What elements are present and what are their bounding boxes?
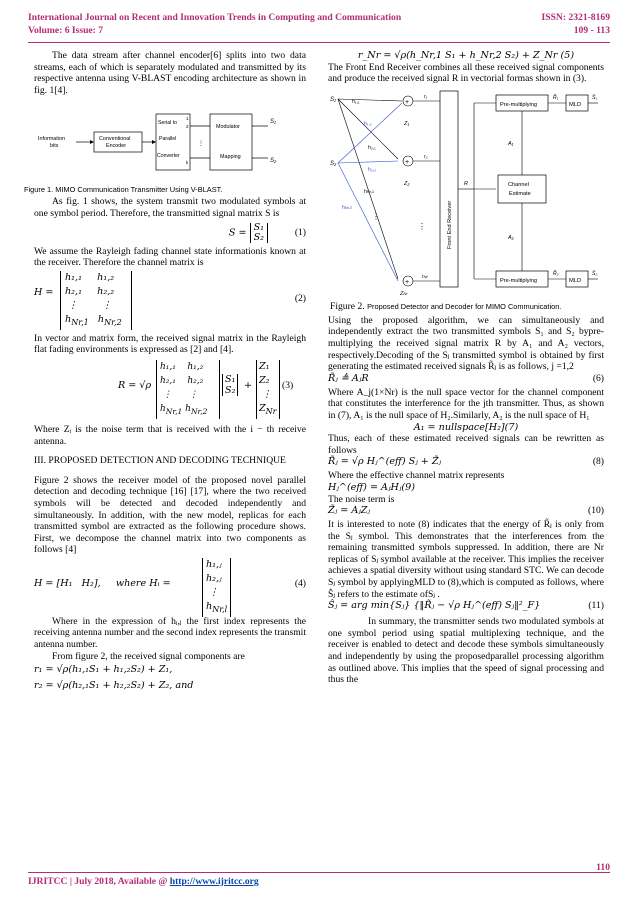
right-column	[328, 50, 604, 686]
paragraph: As fig. 1 shows, the system transmit two modulated symbols at one symbol period. Therefore, the transmitted signal matrix S is	[34, 196, 306, 219]
paragraph: Figure 2 shows the receiver model of the proposed novel parallel detection and decoding technique [16] [17], where the two received symbols will be detected and decoded independently and simultaneously. In addition, with the new model, replicas for each transmitted symbol are extracted as the following procedure shows. First, we decompose the channel matrix into two components as follows [4]	[34, 474, 306, 556]
paragraph: The data stream after channel encoder[6] splits into two data streams, each of which is separately modulated and transmitted by its respective antenna using V-BLAST encoding architecture as shown in fig. 1[4].	[34, 50, 306, 96]
equation-r1: r₁ = √ρ(h₁,₁S₁ + h₁,₂S₂) + Z₁,	[34, 664, 173, 676]
page-range: 109 - 113	[573, 25, 610, 36]
s2-out: S₂	[270, 158, 277, 165]
left-column	[24, 50, 306, 691]
paragraph: It is interested to note (8) indicates that the energy of R̃ⱼ is only from the Sⱼ symbol. This demonstrates that the interferences from the remaining transmitted symbols suppressed. In addition, there are Nr replicas of Sⱼ symbol available at the receiver. This implies the receiver achieves a spatial diversity without using standard STC. We can decode Sⱼ symbol by applyingMLD to (8),which is computed as follows, where Ŝⱼ refers to the estimate ofSⱼ .	[328, 519, 604, 600]
equation-5: r_Nr = √ρ(h_Nr,1 S₁ + h_Nr,2 S₂) + Z_Nr (5)	[357, 50, 575, 61]
info-bits-label: Information	[38, 136, 65, 143]
svg-text:rNr: rNr	[422, 273, 428, 280]
volume: Volume: 6 Issue: 7	[28, 25, 104, 36]
equation-4: H = [H₁ H₂], where Hᵢ = h₁,ⱼ h₂,ⱼ ⋮ $h_{Nr,l}$ (4)	[34, 556, 306, 616]
channel-estimate-block	[498, 175, 546, 203]
svg-text:R: R	[464, 180, 468, 187]
figure-2-diagram	[328, 89, 604, 295]
s1-out: S₁	[270, 119, 276, 126]
svg-text:r₂: r₂	[424, 153, 428, 160]
paragraph: Where A_j(1×Nr) is the null space vector for the channel component that constitutes the interference for the jth transmitter. Thus, as shown in (7), A₁ is the null space of H₂.Similarly, A₂ is the null space of H₁	[328, 386, 604, 421]
paragraph: Where the effective channel matrix represents	[328, 470, 505, 482]
figure-1-diagram	[34, 106, 306, 178]
paragraph: From figure 2, the received signal components are	[52, 650, 245, 662]
equation-7: A₁ = nullspace[H₂](7)	[413, 421, 519, 433]
svg-text:h₂,₁: h₂,₁	[368, 144, 376, 151]
paragraph: We assume the Rayleigh fading channel state informationis known at the receiver. Therefore the channel matrix is	[34, 245, 306, 269]
paragraph: In summary, the transmitter sends two modulated symbols at one symbol period using spatial multiplexing technique, and the receiver is enabled to detect and decode these symbols simultaneously and independently by using the proposedparallel processing algorithm as outlined above. This implies that the speed of signal processing and thus the	[328, 616, 604, 686]
equation-9: Hⱼ^(eff) = AⱼHⱼ(9)	[328, 481, 415, 493]
journal-header	[28, 11, 610, 24]
svg-text:r₁: r₁	[424, 93, 428, 100]
journal-title: International Journal on Recent and Innovation Trends in Computing and Communication	[28, 12, 402, 23]
paragraph: In vector and matrix form, the received signal matrix in the Rayleigh flat fading environments is expressed as [2] and [4].	[34, 332, 306, 356]
footer-rule	[28, 872, 610, 873]
svg-text:h₁,₂: h₁,₂	[364, 120, 372, 127]
svg-text:h₂,₂: h₂,₂	[368, 166, 377, 173]
paragraph: Thus, each of these estimated received signals can be rewritten as follows	[328, 433, 604, 456]
header-rule	[28, 42, 610, 43]
section-heading: III. PROPOSED DETECTION AND DECODING TECHNIQUE	[34, 455, 286, 467]
svg-text:R̃₂: R̃₂	[553, 270, 559, 277]
paragraph: The noise term is	[328, 493, 395, 505]
issn: ISSN: 2321-8169	[541, 12, 610, 23]
equation-10: Z̃ⱼ = AⱼZⱼ (10)	[328, 505, 604, 517]
paragraph: Using the proposed algorithm, we can simultaneously and independently extract the two transmitted symbols S₁ and S₂ bypre-multiplying the received signal matrix R by A₁ and A₂ vectors, respectively.Decoding of the Sⱼ transmitted symbol is obtained by first generating the estimated received signals R̃ⱼ is as follows, j =1,2	[328, 314, 604, 373]
figure-1-caption: Figure 1. MIMO Communication Transmitter Using V-BLAST.	[24, 185, 223, 195]
svg-text:S₁: S₁	[330, 96, 336, 103]
svg-text:h₁,₁: h₁,₁	[352, 98, 360, 105]
svg-text:MLD: MLD	[569, 277, 582, 284]
svg-text:Ŝ₂: Ŝ₂	[592, 270, 598, 277]
equation-8: R̃ⱼ = √ρ Hⱼ^(eff) Sⱼ + Z̃ⱼ (8)	[328, 456, 604, 468]
svg-text:Encoder: Encoder	[106, 143, 127, 150]
journal-link[interactable]: http://www.ijritcc.org	[169, 876, 259, 887]
svg-text:+: +	[405, 278, 410, 286]
svg-text:Ŝ₁: Ŝ₁	[592, 94, 597, 101]
figure-1	[24, 106, 306, 196]
svg-text:S₂: S₂	[330, 160, 337, 167]
svg-text:k: k	[186, 160, 189, 166]
svg-text:Converter: Converter	[157, 153, 180, 160]
svg-text:Conventional: Conventional	[99, 136, 131, 143]
svg-text:bits: bits	[50, 143, 59, 150]
svg-text:Pre-multiplying: Pre-multiplying	[500, 277, 537, 284]
figure-2	[328, 89, 604, 315]
svg-text:⋮: ⋮	[198, 141, 204, 148]
svg-text:Z₁: Z₁	[404, 120, 410, 127]
svg-text:A₂: A₂	[508, 234, 514, 241]
svg-text:Mapping: Mapping	[220, 154, 241, 161]
page-number: 110	[596, 862, 610, 873]
equation-3: R = √ρ h₁,₁ h₁,₂ h₂,₁ h₂,₂ ⋮ ⋮ $h_{Nr,1}$ $h_{Nr,2}$ S₁ S₂ + Z₁ Z₂ ⋮ $Z_{Nr}$ (3)	[34, 356, 306, 424]
svg-text:Pre-multiplying: Pre-multiplying	[500, 101, 537, 108]
svg-text:hNr,2: hNr,2	[342, 204, 353, 211]
paragraph: Where in the expression of hᵢ,ⱼ the first index represents the receiving antenna number and the second index represents the transmit antenna number.	[34, 615, 306, 651]
modulator-block	[210, 114, 252, 170]
svg-text:⋮: ⋮	[372, 211, 380, 221]
equation-11: Ŝⱼ = arg min{Sⱼ} {‖R̃ⱼ − √ρ Hⱼ^(eff) Sⱼ‖²_F} (11)	[328, 600, 604, 612]
svg-text:Serial to: Serial to	[158, 120, 178, 127]
volume-header	[28, 24, 610, 37]
svg-text:ZNr: ZNr	[400, 290, 408, 295]
svg-text:A₁: A₁	[508, 140, 514, 147]
front-end-receiver-label: Front End Receiver	[447, 200, 453, 249]
equation-2: H = h₁,₁ h₁,₂ h₂,₁ h₂,₂ ⋮ ⋮ $h_{Nr,1}$ $h_{Nr,2}$ (2)	[34, 269, 306, 333]
svg-text:Estimate: Estimate	[509, 190, 531, 197]
equation-r2: r₂ = √ρ(h₂,₁S₁ + h₂,₂S₂) + Z₂, and	[34, 679, 194, 691]
footer	[28, 876, 259, 887]
footer-text: IJRITCC | July 2018, Available @	[28, 876, 170, 887]
front-end-receiver-block	[440, 91, 458, 287]
svg-text:R̃₁: R̃₁	[553, 94, 559, 101]
svg-text:MLD: MLD	[569, 101, 582, 108]
paragraph: The Front End Receiver combines all these received signal components and produce the received signal R in vectorial formas shown in (3).	[328, 61, 604, 85]
encoder-block	[94, 132, 142, 152]
svg-text:1: 1	[186, 116, 189, 122]
svg-text:Z₂: Z₂	[404, 180, 410, 187]
svg-text:Parallel: Parallel	[159, 136, 177, 143]
figure-2-caption: Figure 2. Proposed Detector and Decoder for MIMO Communication.	[330, 300, 562, 312]
svg-text:+: +	[405, 98, 410, 106]
svg-text:Channel: Channel	[508, 181, 529, 188]
svg-text:Modulator: Modulator	[216, 124, 240, 131]
svg-text:⋮: ⋮	[418, 221, 426, 231]
equation-6: R̃ⱼ ≜ AⱼR (6)	[328, 372, 604, 384]
svg-text:hNr,1: hNr,1	[364, 188, 375, 195]
svg-text:2: 2	[186, 124, 189, 130]
svg-text:+: +	[405, 158, 410, 166]
paragraph: Where Zᵢ is the noise term that is received with the i − th receive antenna.	[34, 423, 306, 447]
equation-1: S = S₁ S₂ (1)	[228, 221, 306, 243]
